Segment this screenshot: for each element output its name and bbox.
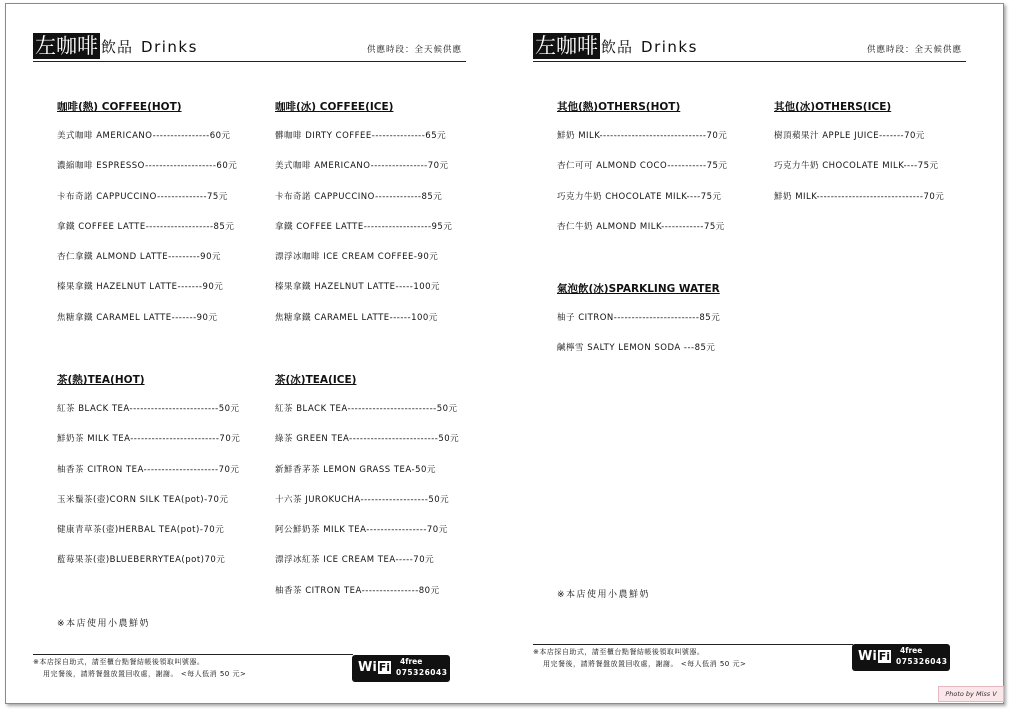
- wifi-icon: Wi Fi: [358, 660, 391, 675]
- menu-item: 紅茶 BLACK TEA-------------------------50元: [57, 404, 240, 414]
- title-zh: 飲品: [601, 38, 634, 56]
- menu-item: 拿鐵 COFFEE LATTE-------------------95元: [275, 221, 453, 232]
- brand-logo: 左咖啡: [35, 34, 98, 58]
- milk-note: ※本店使用小農鮮奶: [57, 619, 151, 629]
- section-title: 其他(熱)OTHERS(HOT): [557, 101, 681, 113]
- menu-page-left: [0, 0, 500, 709]
- menu-item: 新鮮香茅茶 LEMON GRASS TEA-50元: [275, 464, 436, 475]
- title-en: Drinks: [141, 38, 198, 56]
- wifi-badge: [852, 644, 950, 671]
- item-list: [557, 130, 727, 251]
- photo-credit: Photo by Miss V: [938, 686, 1004, 702]
- menu-item: 杏仁可可 ALMOND COCO-----------75元: [557, 161, 728, 172]
- item-list: [275, 403, 459, 615]
- item-list: [275, 130, 452, 342]
- section-sparkling-water: [557, 281, 720, 373]
- section-title: 茶(熱)TEA(HOT): [57, 374, 145, 386]
- item-list: [57, 403, 240, 585]
- footer-notice-line1: ※本店採自助式，請至櫃台點餐結帳後領取叫號器。: [533, 648, 705, 656]
- menu-item: 焦糖拿鐵 CARAMEL LATTE-------90元: [57, 312, 218, 323]
- wifi-icon: Wi Fi: [858, 649, 891, 664]
- menu-item: 藍莓果茶(壺)BLUEBERRYTEA(pot)70元: [57, 555, 226, 566]
- milk-note: ※本店使用小農鮮奶: [557, 590, 651, 600]
- page-header: [533, 33, 966, 62]
- menu-item: 紅茶 BLACK TEA-------------------------50元: [275, 404, 458, 414]
- wifi-password: 075326043: [896, 657, 948, 666]
- menu-item: 漂浮冰咖啡 ICE CREAM COFFEE-90元: [275, 252, 439, 263]
- section-title: 咖啡(熱) COFFEE(HOT): [57, 101, 182, 113]
- footer-notice-line2: 用完餐後，請將餐盤放置回收處，謝謝。 <每人低消 50 元>: [43, 670, 247, 678]
- page-title: [101, 36, 198, 58]
- menu-item: 健康青草茶(壺)HERBAL TEA(pot)-70元: [57, 525, 225, 536]
- menu-item: 焦糖拿鐵 CARAMEL LATTE------100元: [275, 312, 438, 323]
- page-title: [601, 36, 698, 58]
- menu-item: 榛果拿鐵 HAZELNUT LATTE-------90元: [57, 282, 224, 293]
- section-title: 氣泡飲(冰)SPARKLING WATER: [557, 283, 720, 295]
- wifi-password: 075326043: [396, 668, 448, 677]
- menu-item: 柚香茶 CITRON TEA----------------80元: [275, 585, 440, 596]
- menu-item: 鮮奶 MILK------------------------------70元: [774, 191, 945, 202]
- menu-item: 卡布奇諾 CAPPUCCINO--------------75元: [57, 191, 228, 202]
- section-title: 茶(冰)TEA(ICE): [275, 374, 357, 386]
- menu-item: 鮮奶 MILK------------------------------70元: [557, 131, 728, 141]
- footer-notice-line2: 用完餐後，請將餐盤放置回收處，謝謝。 <每人低消 50 元>: [543, 660, 747, 668]
- item-list: [57, 130, 237, 342]
- section-others-hot: [557, 99, 727, 251]
- item-list: [557, 312, 720, 373]
- menu-item: 拿鐵 COFFEE LATTE-------------------85元: [57, 221, 235, 232]
- menu-item: 杏仁拿鐵 ALMOND LATTE---------90元: [57, 252, 221, 263]
- menu-item: 綠茶 GREEN TEA-------------------------50元: [275, 434, 460, 445]
- brand-logo: 左咖啡: [535, 34, 598, 58]
- menu-item: 美式咖啡 AMERICANO----------------60元: [57, 131, 231, 141]
- footer-divider: [533, 644, 853, 645]
- menu-item: 十六茶 JUROKUCHA-------------------50元: [275, 494, 450, 505]
- page-header: [33, 33, 466, 62]
- footer-notice-line1: ※本店採自助式，請至櫃台點餐結帳後領取叫號器。: [33, 658, 205, 666]
- section-coffee-ice: [275, 99, 452, 342]
- section-others-ice: [774, 99, 944, 221]
- section-tea-hot: [57, 372, 240, 585]
- section-coffee-hot: [57, 99, 237, 342]
- menu-item: 髒咖啡 DIRTY COFFEE---------------65元: [275, 131, 447, 141]
- menu-page-right: [500, 0, 1000, 709]
- menu-item: 鮮奶茶 MILK TEA-------------------------70元: [57, 434, 241, 445]
- menu-item: 漂浮冰紅茶 ICE CREAM TEA-----70元: [275, 555, 435, 566]
- menu-item: 柚香茶 CITRON TEA---------------------70元: [57, 464, 240, 475]
- wifi-ssid: 4free: [900, 646, 923, 655]
- section-title: 咖啡(冰) COFFEE(ICE): [275, 101, 394, 113]
- wifi-badge: [352, 655, 450, 682]
- menu-item: 玉米鬚茶(壺)CORN SILK TEA(pot)-70元: [57, 494, 229, 505]
- menu-item: 杏仁牛奶 ALMOND MILK------------75元: [557, 221, 725, 232]
- menu-item: 巧克力牛奶 CHOCOLATE MILK----75元: [557, 191, 722, 202]
- menu-item: 濃縮咖啡 ESPRESSO--------------------60元: [57, 161, 238, 172]
- service-hours: 供應時段：全天候供應: [366, 45, 462, 55]
- title-en: Drinks: [641, 38, 698, 56]
- menu-item: 卡布奇諾 CAPPUCCINO-------------85元: [275, 191, 443, 202]
- menu-item: 榛果拿鐵 HAZELNUT LATTE-----100元: [275, 282, 441, 293]
- menu-item: 樹頂蘋果汁 APPLE JUICE-------70元: [774, 131, 925, 141]
- section-title: 其他(冰)OTHERS(ICE): [774, 101, 892, 113]
- menu-item: 巧克力牛奶 CHOCOLATE MILK----75元: [774, 161, 939, 172]
- footer-divider: [33, 654, 353, 655]
- menu-item: 美式咖啡 AMERICANO----------------70元: [275, 161, 449, 172]
- menu-item: 柚子 CITRON------------------------85元: [557, 313, 721, 323]
- menu-item: 鹹檸雪 SALTY LEMON SODA ---85元: [557, 343, 716, 354]
- service-hours: 供應時段：全天候供應: [866, 45, 962, 55]
- wifi-ssid: 4free: [400, 657, 423, 666]
- section-tea-ice: [275, 372, 459, 615]
- title-zh: 飲品: [101, 38, 134, 56]
- menu-item: 阿公鮮奶茶 MILK TEA-----------------70元: [275, 525, 448, 536]
- item-list: [774, 130, 944, 221]
